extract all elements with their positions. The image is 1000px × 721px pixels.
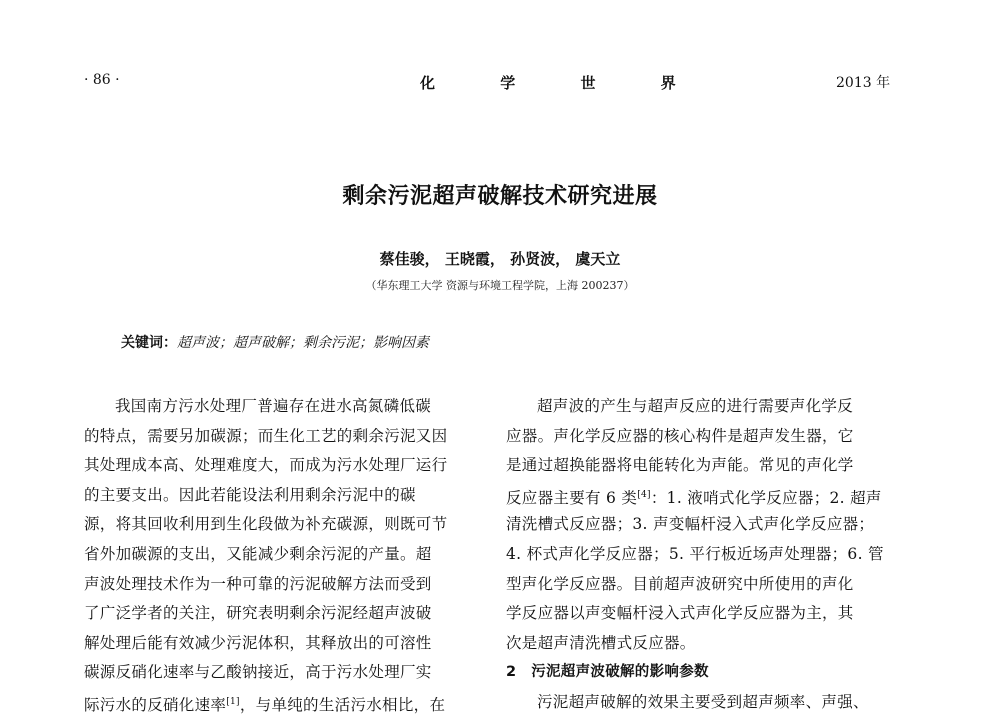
author-list: 蔡佳骏， 王晓霞， 孙贤波， 虞天立 xyxy=(379,250,621,268)
paragraph-line: 碳源反硝化速率与乙酸钠接近，高于污水处理厂实 xyxy=(84,663,432,682)
paragraph-line: 声波处理技术作为一种可靠的污泥破解方法而受到 xyxy=(84,574,432,593)
paragraph-line: 了广泛学者的关注，研究表明剩余污泥经超声波破 xyxy=(84,604,432,623)
publication-year: 2013 年 xyxy=(836,75,891,91)
paper-title: 剩余污泥超声破解技术研究进展 xyxy=(342,184,658,209)
section-heading: 2 污泥超声波破解的影响参数 xyxy=(506,664,709,681)
paragraph-line: 我国南方污水处理厂普遍存在进水高氮磷低碳 xyxy=(115,397,432,415)
right-column xyxy=(506,392,896,718)
journal-name: 化 学 世 界 xyxy=(420,74,706,92)
page-number: · 86 · xyxy=(84,72,120,88)
paragraph-line: 次是超声清洗槽式反应器。 xyxy=(506,633,696,652)
keywords-label: 关键词： xyxy=(121,335,177,351)
paragraph-line: 是通过超换能器将电能转化为声能。常见的声化学 xyxy=(506,456,854,475)
line-text: 际污水的反硝化速率 xyxy=(84,695,227,714)
paragraph-line: 超声波的产生与超声反应的进行需要声化学反 xyxy=(537,397,854,415)
keywords xyxy=(121,332,429,352)
citation-ref: [1] xyxy=(226,696,240,707)
paragraph-line: 4. 杯式声化学反应器；5. 平行板近场声处理器；6. 管 xyxy=(506,544,884,563)
paragraph-line: 应器。声化学反应器的核心构件是超声发生器，它 xyxy=(506,426,854,445)
paragraph-line: 型声化学反应器。目前超声波研究中所使用的声化 xyxy=(506,574,854,593)
paragraph-line: 解处理后能有效减少污泥体积，其释放出的可溶性 xyxy=(84,633,432,652)
paragraph-line: 其处理成本高、处理难度大，而成为污水处理厂运行 xyxy=(84,456,448,475)
keywords-text: 超声波；超声破解；剩余污泥；影响因素 xyxy=(177,335,429,351)
paragraph-line: 省外加碳源的支出，又能减少剩余污泥的产量。超 xyxy=(84,544,432,563)
paragraph-line: 学反应器以声变幅杆浸入式声化学反应器为主，其 xyxy=(506,604,854,623)
paragraph-line: 源，将其回收利用到生化段做为补充碳源，则既可节 xyxy=(84,515,448,534)
line-text: ，与单纯的生活污水相比，在 xyxy=(239,695,446,714)
paragraph-line xyxy=(84,688,474,718)
paragraph-line: 的特点，需要另加碳源；而生化工艺的剩余污泥又因 xyxy=(84,426,448,445)
citation-ref: [4] xyxy=(637,489,651,500)
line-text: ：1. 液哨式化学反应器；2. 超声 xyxy=(650,488,882,507)
line-text: 反应器主要有 6 类 xyxy=(506,488,638,507)
paragraph-line: 的主要支出。因此若能设法利用剩余污泥中的碳 xyxy=(84,485,416,504)
paragraph-line: 污泥超声破解的效果主要受到超声频率、声强、 xyxy=(537,692,869,711)
paragraph-line: 清洗槽式反应器；3. 声变幅杆浸入式声化学反应器； xyxy=(506,515,875,534)
paragraph-line xyxy=(506,481,896,511)
affiliation: （华东理工大学 资源与环境工程学院，上海 200237） xyxy=(365,279,635,292)
left-column xyxy=(84,392,474,718)
